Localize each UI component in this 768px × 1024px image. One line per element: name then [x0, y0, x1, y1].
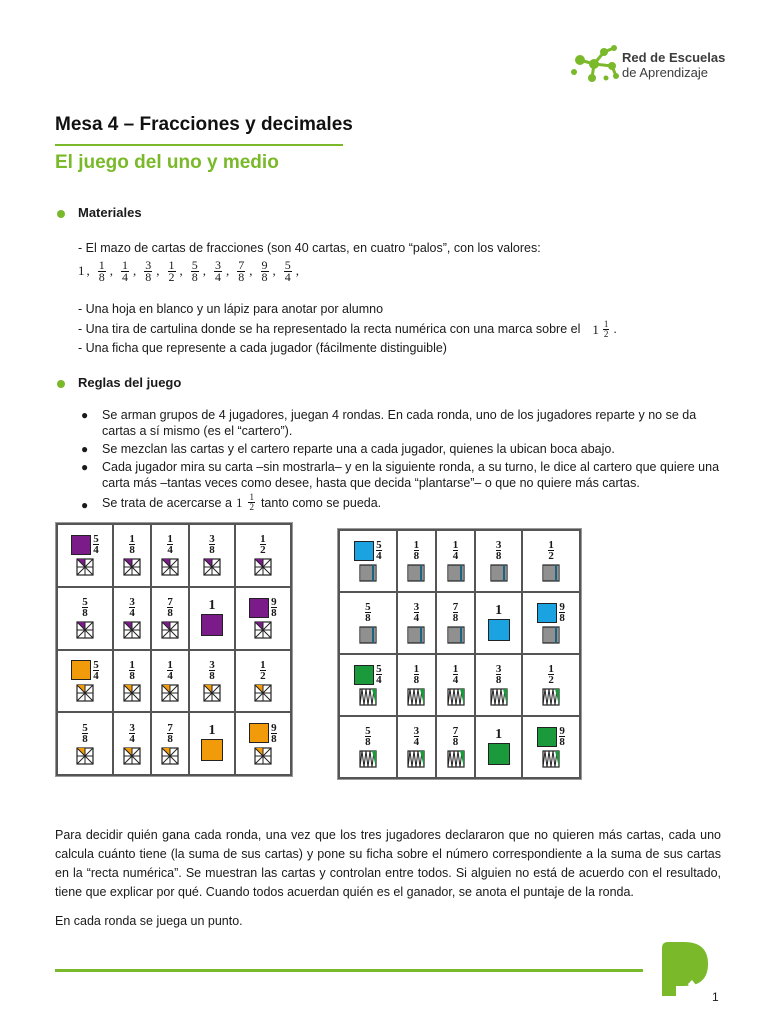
deck-whole: 1	[78, 263, 85, 278]
card-den: 4	[167, 669, 173, 682]
pie-fraction-diagram-icon	[254, 684, 272, 702]
card-fraction	[93, 534, 99, 555]
card-num: 5	[376, 539, 382, 551]
card-fraction	[414, 602, 420, 623]
fraction-card	[522, 716, 580, 778]
pie-fraction-diagram-icon	[76, 558, 94, 576]
fraction-card	[235, 524, 291, 587]
pie-fraction-diagram-icon	[76, 684, 94, 702]
rule-text: Se mezclan las cartas y el cartero reparte una a cada jugador, quienes la ubican boca abajo.	[102, 442, 615, 456]
filled-square-icon	[488, 619, 510, 641]
fraction-card	[151, 524, 189, 587]
card-num: 1	[452, 663, 459, 675]
card-num: 3	[129, 721, 135, 734]
deck-num: 3	[145, 257, 152, 272]
card-fraction	[167, 660, 173, 681]
card-fraction	[129, 660, 135, 681]
card-num: 3	[209, 533, 215, 546]
fraction-card	[339, 592, 397, 654]
fraction-card	[436, 654, 475, 716]
card-den: 4	[413, 736, 420, 748]
card-fraction	[129, 534, 135, 555]
mixed-den: 2	[603, 329, 609, 339]
fraction-card	[113, 712, 151, 775]
mixed-den: 2	[249, 502, 254, 512]
brand-p-logo-icon	[658, 940, 712, 998]
fraction-card	[189, 712, 235, 775]
card-num: 3	[495, 663, 502, 675]
zigzag-fraction-diagram-icon	[407, 750, 425, 768]
deck-value: $\frac{5}{4}$ ,	[284, 257, 299, 284]
deck-den: 4	[122, 269, 128, 284]
card-fraction: 1	[495, 726, 503, 742]
card-num: 1	[413, 539, 420, 551]
filled-square-icon	[488, 743, 510, 765]
deck-den: 4	[284, 269, 291, 284]
pie-fraction-diagram-icon	[76, 621, 94, 639]
bars-fraction-diagram-icon	[542, 564, 560, 582]
materials-item-strip	[78, 320, 617, 339]
card-den: 8	[271, 732, 277, 745]
rule-text: Cada jugador mira su carta –sin mostrarla– y en la siguiente ronda, a su turno, le dice al cartero que quiere una carta más –tantas veces como desee, hasta que decida “plantarse”– o que no quiere más cartas.	[102, 460, 720, 490]
filled-square-icon	[201, 739, 223, 761]
card-fraction	[414, 726, 420, 747]
fraction-card	[339, 716, 397, 778]
card-den: 8	[495, 674, 502, 686]
deck-den: 2	[168, 269, 175, 284]
footer-rule	[55, 969, 643, 972]
deck-den: 8	[238, 269, 245, 284]
deck-num: 1	[168, 257, 175, 272]
card-den: 8	[209, 669, 215, 682]
fraction-card	[113, 587, 151, 650]
card-fraction	[82, 723, 88, 744]
card-den: 4	[129, 607, 135, 620]
card-den: 4	[129, 732, 135, 745]
card-den: 8	[271, 607, 277, 620]
card-num: 1	[129, 658, 135, 671]
pie-fraction-diagram-icon	[254, 621, 272, 639]
deck-num: 9	[261, 257, 268, 272]
deck-values	[78, 256, 299, 286]
deck-den: 8	[98, 269, 105, 284]
pie-fraction-diagram-icon	[123, 621, 141, 639]
card-fraction: 1	[208, 597, 216, 613]
pie-fraction-diagram-icon	[203, 558, 221, 576]
card-den: 8	[365, 612, 371, 624]
list-item	[75, 459, 725, 491]
closing-paragraph: Para decidir quién gana cada ronda, una vez que los tres jugadores declararon que no quieren más cartas, cada uno calcula cuánto tiene (la suma de sus cartas) y pone su ficha sobre el número correspondiente a la suma de sus cartas en la “recta numérica”. Se muestran las cartas y controlan entre todos. Si alguien no está de acuerdo con el resultado, tiene que explicar por qué. Cuando todos acuerdan quién es el ganador, se anota el puntaje de la ronda.	[55, 828, 721, 899]
card-den: 4	[376, 674, 382, 686]
list-item	[75, 407, 725, 439]
filled-square-icon	[354, 541, 374, 561]
card-num: 1	[167, 658, 173, 671]
card-fraction	[260, 534, 266, 555]
card-den: 8	[167, 732, 173, 745]
card-num: 5	[93, 658, 99, 671]
card-fraction	[559, 726, 565, 747]
bars-fraction-diagram-icon	[447, 564, 465, 582]
card-den: 8	[495, 550, 502, 562]
bars-fraction-diagram-icon	[359, 564, 377, 582]
bars-fraction-diagram-icon	[542, 626, 560, 644]
pie-fraction-diagram-icon	[161, 558, 179, 576]
materials-item-strip-text: - Una tira de cartulina donde se ha representado la recta numérica con una marca sobre el	[78, 322, 581, 336]
card-fraction	[271, 597, 277, 618]
deck-num: 1	[122, 257, 128, 272]
bars-fraction-diagram-icon	[447, 626, 465, 644]
mixed-num: 1	[249, 492, 254, 502]
card-grid-left	[55, 522, 293, 777]
materials-item-paper: - Una hoja en blanco y un lápiz para anotar por alumno	[78, 302, 384, 316]
fraction-card	[339, 530, 397, 592]
card-fraction	[496, 664, 502, 685]
card-den: 4	[452, 550, 459, 562]
rule-text: Se arman grupos de 4 jugadores, juegan 4 rondas. En cada ronda, uno de los jugadores reparte y no se da cartas a sí mismo (es el “cartero”).	[102, 408, 697, 438]
card-fraction	[453, 602, 459, 623]
fraction-card	[436, 530, 475, 592]
deck-den: 8	[191, 269, 198, 284]
card-num: 3	[413, 601, 420, 613]
pie-fraction-diagram-icon	[161, 747, 179, 765]
bullet-icon: ●	[81, 498, 89, 512]
fraction-card	[522, 530, 580, 592]
card-num: 1	[167, 533, 173, 546]
fraction-card	[436, 716, 475, 778]
deck-value: $\frac{3}{8}$ ,	[145, 257, 160, 284]
fraction-card	[189, 587, 235, 650]
card-den: 4	[167, 544, 173, 557]
card-den: 8	[413, 674, 420, 686]
card-fraction	[209, 534, 215, 555]
card-den: 8	[413, 550, 420, 562]
zigzag-fraction-diagram-icon	[447, 750, 465, 768]
pie-fraction-diagram-icon	[76, 747, 94, 765]
fraction-card	[397, 654, 436, 716]
card-fraction	[271, 723, 277, 744]
card-num: 9	[559, 601, 565, 613]
card-fraction	[414, 664, 420, 685]
card-num: 5	[365, 601, 371, 613]
card-fraction	[453, 726, 459, 747]
card-fraction	[559, 602, 565, 623]
card-fraction	[365, 602, 371, 623]
deck-value: $\frac{5}{8}$ ,	[191, 257, 206, 284]
card-num: 9	[271, 596, 277, 609]
logo-wordmark	[622, 50, 725, 80]
fraction-card	[475, 592, 522, 654]
card-num: 3	[495, 539, 502, 551]
deck-num: 1	[98, 257, 105, 272]
fraction-card	[475, 530, 522, 592]
fraction-card	[57, 524, 113, 587]
list-item	[75, 441, 725, 457]
mixed-num: 1	[603, 319, 609, 329]
card-den: 4	[376, 550, 382, 562]
bullet-icon: ●	[81, 460, 89, 474]
page-title: Mesa 4 – Fracciones y decimales	[55, 114, 353, 135]
zigzag-fraction-diagram-icon	[490, 688, 508, 706]
card-den: 8	[559, 612, 565, 624]
materials-heading: Materiales	[78, 205, 142, 220]
card-fraction	[548, 540, 554, 561]
fraction-card	[475, 654, 522, 716]
card-den: 8	[82, 732, 88, 745]
card-fraction	[453, 664, 459, 685]
fraction-card	[113, 650, 151, 713]
card-num: 1	[260, 658, 266, 671]
bars-fraction-diagram-icon	[407, 626, 425, 644]
card-den: 8	[452, 612, 459, 624]
card-fraction	[376, 664, 382, 685]
fraction-card	[522, 592, 580, 654]
pie-fraction-diagram-icon	[123, 747, 141, 765]
rule-text: Se trata de acercarse a	[102, 495, 232, 510]
card-fraction	[453, 540, 459, 561]
filled-square-icon	[249, 723, 269, 743]
card-den: 8	[129, 669, 135, 682]
card-num: 7	[452, 725, 459, 737]
pie-fraction-diagram-icon	[203, 684, 221, 702]
card-num: 5	[365, 725, 371, 737]
section-bullet-icon	[57, 380, 65, 388]
title-underline	[55, 144, 343, 146]
filled-square-icon	[201, 614, 223, 636]
card-fraction	[548, 664, 554, 685]
card-num: 1	[548, 539, 554, 551]
card-den: 8	[167, 607, 173, 620]
zigzag-fraction-diagram-icon	[407, 688, 425, 706]
fraction-card	[339, 654, 397, 716]
deck-num: 5	[191, 257, 198, 272]
card-fraction	[260, 660, 266, 681]
pie-fraction-diagram-icon	[123, 684, 141, 702]
fraction-card	[151, 587, 189, 650]
card-den: 4	[413, 612, 420, 624]
fraction-card	[397, 592, 436, 654]
fraction-card	[151, 712, 189, 775]
deck-value: $\frac{1}{8}$ ,	[98, 257, 113, 284]
pie-fraction-diagram-icon	[254, 558, 272, 576]
bullet-icon: ●	[81, 442, 89, 456]
closing-line: En cada ronda se juega un punto.	[55, 914, 243, 928]
mixed-whole: 1	[235, 494, 243, 510]
card-den: 8	[559, 736, 565, 748]
fraction-card	[57, 712, 113, 775]
rules-heading: Reglas del juego	[78, 375, 182, 390]
rule-text: tanto como se pueda.	[260, 495, 382, 510]
deck-value: $\frac{1}{4}$ ,	[122, 257, 137, 284]
card-fraction	[167, 597, 173, 618]
logo-line-1: Red de Escuelas	[622, 50, 726, 65]
card-den: 4	[93, 669, 99, 682]
card-num: 1	[413, 663, 420, 675]
card-num: 1	[548, 663, 554, 675]
fraction-card	[151, 650, 189, 713]
bullet-icon: ●	[81, 408, 89, 422]
bars-fraction-diagram-icon	[407, 564, 425, 582]
fraction-card	[522, 654, 580, 716]
zigzag-fraction-diagram-icon	[447, 688, 465, 706]
materials-deck-text: - El mazo de cartas de fracciones (son 40 cartas, en cuatro “palos”, con los valores:	[78, 241, 541, 255]
card-den: 2	[548, 550, 554, 562]
card-fraction	[376, 540, 382, 561]
pie-fraction-diagram-icon	[123, 558, 141, 576]
fraction-card	[57, 650, 113, 713]
fraction-card	[57, 587, 113, 650]
card-den: 2	[260, 669, 266, 682]
pie-fraction-diagram-icon	[254, 747, 272, 765]
fraction-card	[235, 650, 291, 713]
card-num: 9	[271, 721, 277, 734]
card-num: 5	[376, 663, 382, 675]
fraction-card	[189, 524, 235, 587]
deck-value: $\frac{9}{8}$ ,	[261, 257, 276, 284]
zigzag-fraction-diagram-icon	[359, 750, 377, 768]
pie-fraction-diagram-icon	[161, 621, 179, 639]
card-num: 5	[82, 721, 88, 734]
filled-square-icon	[71, 660, 91, 680]
fraction-card	[397, 716, 436, 778]
fraction-card	[235, 712, 291, 775]
filled-square-icon	[71, 535, 91, 555]
bars-fraction-diagram-icon	[359, 626, 377, 644]
card-fraction	[82, 597, 88, 618]
card-den: 8	[129, 544, 135, 557]
card-fraction: 1	[208, 723, 216, 739]
card-num: 3	[129, 596, 135, 609]
card-fraction	[414, 540, 420, 561]
mixed-whole: 1	[592, 322, 599, 337]
card-num: 5	[93, 533, 99, 546]
deck-den: 8	[145, 269, 152, 284]
card-fraction	[365, 726, 371, 747]
card-den: 8	[452, 736, 459, 748]
card-num: 3	[209, 658, 215, 671]
page-number: 1	[712, 990, 719, 1004]
rules-list	[75, 407, 725, 514]
card-num: 1	[260, 533, 266, 546]
filled-square-icon	[537, 727, 557, 747]
card-den: 4	[93, 544, 99, 557]
bars-fraction-diagram-icon	[490, 564, 508, 582]
deck-value: $\frac{3}{4}$ ,	[215, 257, 230, 284]
deck-value: 1 ,	[78, 263, 90, 278]
card-num: 9	[559, 725, 565, 737]
section-bullet-icon	[57, 210, 65, 218]
card-den: 8	[365, 736, 371, 748]
card-num: 5	[82, 596, 88, 609]
card-num: 7	[167, 721, 173, 734]
network-logo-icon	[570, 40, 620, 82]
card-fraction	[129, 723, 135, 744]
deck-value: $\frac{7}{8}$ ,	[238, 257, 253, 284]
card-fraction	[93, 660, 99, 681]
card-den: 2	[548, 674, 554, 686]
logo-line-2: de Aprendizaje	[622, 65, 709, 80]
card-den: 4	[452, 674, 459, 686]
filled-square-icon	[354, 665, 374, 685]
card-num: 1	[129, 533, 135, 546]
zigzag-fraction-diagram-icon	[542, 688, 560, 706]
card-den: 2	[260, 544, 266, 557]
card-num: 7	[452, 601, 459, 613]
deck-num: 5	[284, 257, 291, 272]
filled-square-icon	[537, 603, 557, 623]
card-fraction	[167, 723, 173, 744]
one-and-half-mark: 1 $\frac{1}{2}$ .	[592, 319, 617, 339]
fraction-card	[235, 587, 291, 650]
deck-num: 3	[215, 257, 221, 272]
card-fraction	[129, 597, 135, 618]
card-fraction	[496, 540, 502, 561]
card-num: 3	[413, 725, 420, 737]
card-num: 1	[452, 539, 459, 551]
page-subtitle: El juego del uno y medio	[55, 152, 279, 173]
card-den: 8	[82, 607, 88, 620]
zigzag-fraction-diagram-icon	[542, 750, 560, 768]
deck-den: 4	[215, 269, 221, 284]
card-den: 8	[209, 544, 215, 557]
filled-square-icon	[249, 598, 269, 618]
pie-fraction-diagram-icon	[161, 684, 179, 702]
list-item	[75, 493, 725, 512]
deck-den: 8	[261, 269, 268, 284]
card-num: 7	[167, 596, 173, 609]
materials-item-token: - Una ficha que represente a cada jugador (fácilmente distinguible)	[78, 341, 447, 355]
fraction-card	[475, 716, 522, 778]
fraction-card	[113, 524, 151, 587]
fraction-card	[397, 530, 436, 592]
card-fraction	[167, 534, 173, 555]
deck-num: 7	[238, 257, 245, 272]
zigzag-fraction-diagram-icon	[359, 688, 377, 706]
card-fraction: 1	[495, 602, 503, 618]
deck-value: $\frac{1}{2}$ ,	[168, 257, 183, 284]
card-grid-right	[337, 528, 582, 780]
card-fraction	[209, 660, 215, 681]
fraction-card	[436, 592, 475, 654]
fraction-card	[189, 650, 235, 713]
